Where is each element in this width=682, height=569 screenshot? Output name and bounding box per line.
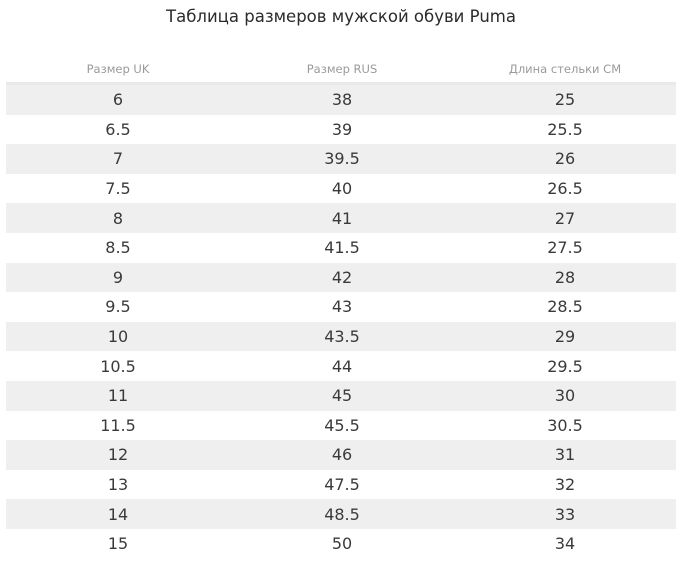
cell-size-rus: 41.5 <box>324 238 360 258</box>
cell-size-uk: 7.5 <box>105 179 131 199</box>
column-header-rus: Размер RUS <box>306 62 378 76</box>
table-row <box>6 470 676 500</box>
table-row <box>6 411 676 441</box>
cell-size-uk: 11 <box>6 381 230 411</box>
cell-size-rus: 38 <box>230 84 454 115</box>
table-row <box>6 529 676 559</box>
table-row <box>6 351 676 381</box>
cell-insole-length: 27.5 <box>547 238 583 258</box>
table-row <box>6 84 676 115</box>
cell-insole-length: 28.5 <box>547 297 583 317</box>
table-row <box>6 381 676 411</box>
cell-insole-length: 26.5 <box>547 179 583 199</box>
cell-size-uk: 8 <box>6 203 230 233</box>
cell-size-uk: 8.5 <box>105 238 131 258</box>
cell-size-uk: 10.5 <box>100 356 136 376</box>
cell-size-rus: 42 <box>230 263 454 293</box>
cell-size-uk: 15 <box>107 534 129 554</box>
cell-size-rus: 43 <box>331 297 353 317</box>
cell-size-uk: 14 <box>6 499 230 529</box>
column-header-uk: Размер UK <box>86 62 150 76</box>
cell-size-rus: 44 <box>331 356 353 376</box>
table-body <box>6 84 676 559</box>
cell-size-uk: 11.5 <box>100 415 136 435</box>
cell-size-uk: 9.5 <box>105 297 131 317</box>
cell-size-rus: 45.5 <box>324 415 360 435</box>
page-title: Таблица размеров мужской обуви Puma <box>166 7 516 26</box>
cell-insole-length: 28 <box>454 263 676 293</box>
cell-size-uk: 12 <box>6 440 230 470</box>
table-row <box>6 263 676 293</box>
cell-size-rus: 41 <box>230 203 454 233</box>
table-row <box>6 203 676 233</box>
table-row <box>6 233 676 263</box>
cell-insole-length: 34 <box>554 534 576 554</box>
cell-insole-length: 25.5 <box>547 119 583 139</box>
table-row <box>6 174 676 204</box>
cell-insole-length: 29 <box>454 322 676 352</box>
cell-size-rus: 39.5 <box>230 144 454 174</box>
cell-size-uk: 9 <box>6 263 230 293</box>
table-row <box>6 115 676 145</box>
cell-size-uk: 6 <box>6 84 230 115</box>
cell-size-rus: 50 <box>331 534 353 554</box>
table-row <box>6 292 676 322</box>
cell-size-rus: 39 <box>331 119 353 139</box>
cell-insole-length: 27 <box>454 203 676 233</box>
cell-size-rus: 40 <box>331 179 353 199</box>
cell-insole-length: 31 <box>454 440 676 470</box>
table-row <box>6 322 676 352</box>
cell-size-uk: 6.5 <box>105 119 131 139</box>
cell-insole-length: 25 <box>454 84 676 115</box>
table-row <box>6 499 676 529</box>
size-chart-table <box>6 56 676 559</box>
cell-insole-length: 29.5 <box>547 356 583 376</box>
table-row <box>6 440 676 470</box>
cell-insole-length: 33 <box>454 499 676 529</box>
cell-size-rus: 47.5 <box>324 475 360 495</box>
cell-insole-length: 26 <box>454 144 676 174</box>
table-row <box>6 144 676 174</box>
cell-size-uk: 10 <box>6 322 230 352</box>
cell-size-rus: 43.5 <box>230 322 454 352</box>
cell-size-rus: 45 <box>230 381 454 411</box>
cell-insole-length: 32 <box>554 475 576 495</box>
cell-size-rus: 48.5 <box>230 499 454 529</box>
column-header-insole-length: Длина стельки СМ <box>508 62 622 76</box>
table-header-row <box>6 56 676 84</box>
cell-insole-length: 30 <box>454 381 676 411</box>
cell-size-rus: 46 <box>230 440 454 470</box>
cell-size-uk: 7 <box>6 144 230 174</box>
cell-insole-length: 30.5 <box>547 415 583 435</box>
cell-size-uk: 13 <box>107 475 129 495</box>
